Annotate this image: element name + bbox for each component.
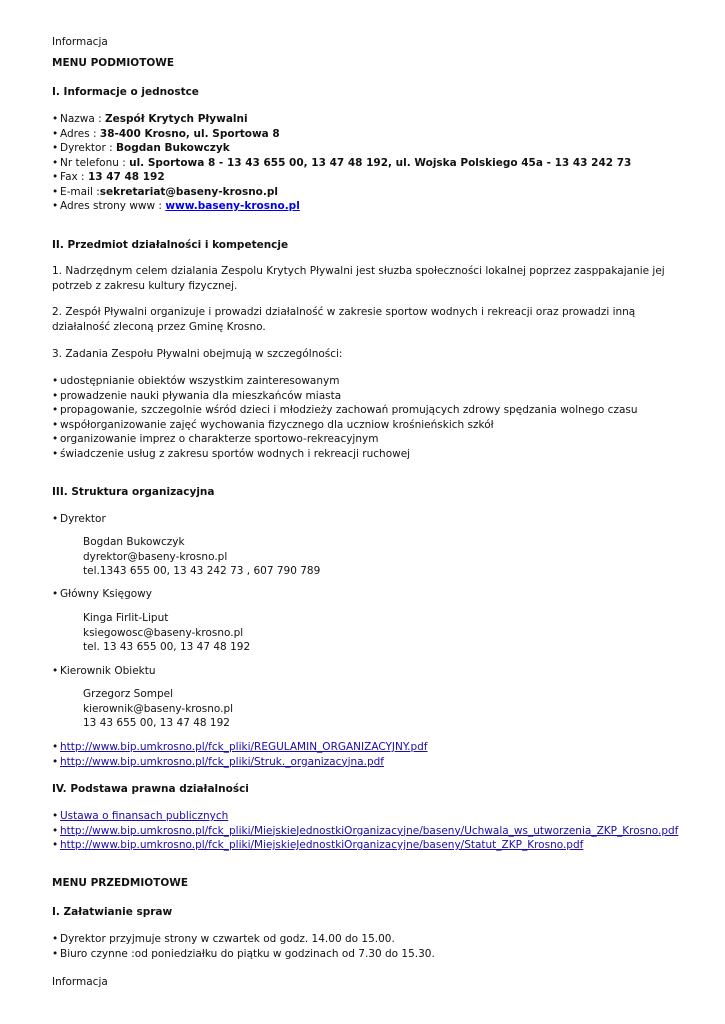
org-link-item bbox=[52, 740, 428, 754]
role-person-email: ksiegowosc@baseny-krosno.pl bbox=[83, 626, 244, 639]
ustawa-link[interactable]: Ustawa o finansach publicznych bbox=[60, 810, 229, 822]
office-hours-item: • Dyrektor przyjmuje strony w czwartek od godz. 14.00 do 15.00. bbox=[52, 932, 395, 946]
section-2-paragraph-2: 2. Zespół Pływalni organizuje i prowadzi działalność w zakresie sportow wodnych i rekreacji oraz prowadzi inną działalność zleconą przez Gminę Krosno. bbox=[52, 306, 636, 333]
role-facility-manager: • Kierownik Obiektu bbox=[52, 664, 156, 678]
role-person-name: Bogdan Bukowczyk bbox=[83, 536, 185, 548]
role-chief-accountant: • Główny Księgowy bbox=[52, 587, 152, 601]
task-item: • udostępnianie obiektów wszystkim zainteresowanym bbox=[52, 374, 339, 388]
menu-podmiotowe-heading: MENU PODMIOTOWE bbox=[52, 57, 175, 69]
info-value: 13 47 48 192 bbox=[87, 171, 165, 183]
role-person-email: kierownik@baseny-krosno.pl bbox=[83, 702, 234, 715]
info-label: Nr telefonu : bbox=[60, 156, 130, 169]
section-3-title: III. Struktura organizacyjna bbox=[52, 486, 215, 498]
office-hours-item: • Biuro czynne :od poniedziałku do piątku w godzinach od 7.30 do 15.30. bbox=[52, 947, 435, 961]
role-person-name: Kinga Firlit-Liput bbox=[83, 612, 169, 624]
info-item-name bbox=[52, 112, 248, 126]
menu-przedmiotowe-heading: MENU PRZEDMIOTOWE bbox=[52, 877, 188, 889]
info-label: Adres : bbox=[60, 127, 100, 140]
info-label: Nazwa : bbox=[60, 113, 106, 125]
section-5-title: I. Załatwianie spraw bbox=[52, 906, 173, 918]
struktura-link[interactable]: http://www.bip.umkrosno.pl/fck_pliki/Struk._organizacyjna.pdf bbox=[60, 755, 384, 768]
legal-link-item bbox=[52, 838, 583, 852]
info-item-address bbox=[52, 127, 280, 141]
info-value: Bogdan Bukowczyk bbox=[116, 142, 230, 154]
info-value: Zespół Krytych Pływalni bbox=[105, 113, 248, 125]
task-item: • organizowanie imprez o charakterze sportowo-rekreacyjnym bbox=[52, 432, 378, 446]
role-person-name: Grzegorz Sompel bbox=[83, 688, 174, 700]
section-2-title: II. Przedmiot działalności i kompetencje bbox=[52, 239, 289, 251]
section-2-paragraph-3: 3. Zadania Zespołu Pływalni obejmują w szczególności: bbox=[52, 348, 343, 360]
info-item-phone bbox=[52, 156, 631, 170]
section-4-title: IV. Podstawa prawna działalności bbox=[52, 783, 249, 795]
statut-link[interactable]: http://www.bip.umkrosno.pl/fck_pliki/MiejskieJednostkiOrganizacyjne/baseny/Statut_ZKP_Krosno.pdf bbox=[60, 839, 584, 851]
info-label: Adres strony www : bbox=[60, 200, 166, 212]
task-item: • świadczenie usług z zakresu sportów wodnych i rekreacji ruchowej bbox=[52, 447, 410, 461]
info-value: 38-400 Krosno, ul. Sportowa 8 bbox=[99, 127, 280, 140]
info-item-fax bbox=[52, 170, 165, 184]
regulamin-link[interactable]: http://www.bip.umkrosno.pl/fck_pliki/REGULAMIN_ORGANIZACYJNY.pdf bbox=[60, 741, 428, 753]
info-value: sekretariat@baseny-krosno.pl bbox=[99, 185, 279, 198]
role-person-phone: tel. 13 43 655 00, 13 47 48 192 bbox=[83, 641, 251, 653]
info-item-director bbox=[52, 141, 230, 155]
task-item: • prowadzenie nauki pływania dla mieszkańców miasta bbox=[52, 389, 341, 403]
legal-link-item bbox=[52, 809, 228, 823]
info-label: E-mail : bbox=[60, 185, 100, 198]
footer-label: Informacja bbox=[52, 976, 108, 988]
role-person-phone: 13 43 655 00, 13 47 48 192 bbox=[83, 717, 230, 729]
task-item: • propagowanie, szczegolnie wśród dzieci i młodzieży zachowań promujących zdrowy spędzania wolnego czasu bbox=[52, 403, 638, 417]
section-2-paragraph-1: 1. Nadrzędnym celem dzialania Zespolu Krytych Pływalni jest słuzba społeczności lokalnej poprzez zasppakajanie jej potrzeb z zakresu kultury fizycznej. bbox=[52, 265, 665, 292]
info-label: Dyrektor : bbox=[60, 142, 116, 154]
info-item-email bbox=[52, 185, 278, 199]
role-person-email: dyrektor@baseny-krosno.pl bbox=[83, 550, 228, 563]
header-label: Informacja bbox=[52, 36, 108, 48]
info-label: Fax : bbox=[60, 171, 88, 183]
info-item-website bbox=[52, 199, 300, 213]
role-person-phone: tel.1343 655 00, 13 43 242 73 , 607 790 789 bbox=[83, 565, 321, 577]
section-1-title: I. Informacje o jednostce bbox=[52, 86, 199, 98]
website-link[interactable]: www.baseny-krosno.pl bbox=[165, 200, 300, 212]
legal-link-item bbox=[52, 824, 678, 838]
org-link-item bbox=[52, 755, 384, 769]
uchwala-link[interactable]: http://www.bip.umkrosno.pl/fck_pliki/MiejskieJednostkiOrganizacyjne/baseny/Uchwala_ws_utworzenia_ZKP_Krosno.pdf bbox=[60, 824, 679, 837]
role-director: • Dyrektor bbox=[52, 512, 106, 526]
task-item: • współorganizowanie zajęć wychowania fizycznego dla uczniow krośnieńskich szkół bbox=[52, 418, 494, 432]
info-value: ul. Sportowa 8 - 13 43 655 00, 13 47 48 192, ul. Wojska Polskiego 45a - 13 43 242 73 bbox=[129, 156, 632, 169]
